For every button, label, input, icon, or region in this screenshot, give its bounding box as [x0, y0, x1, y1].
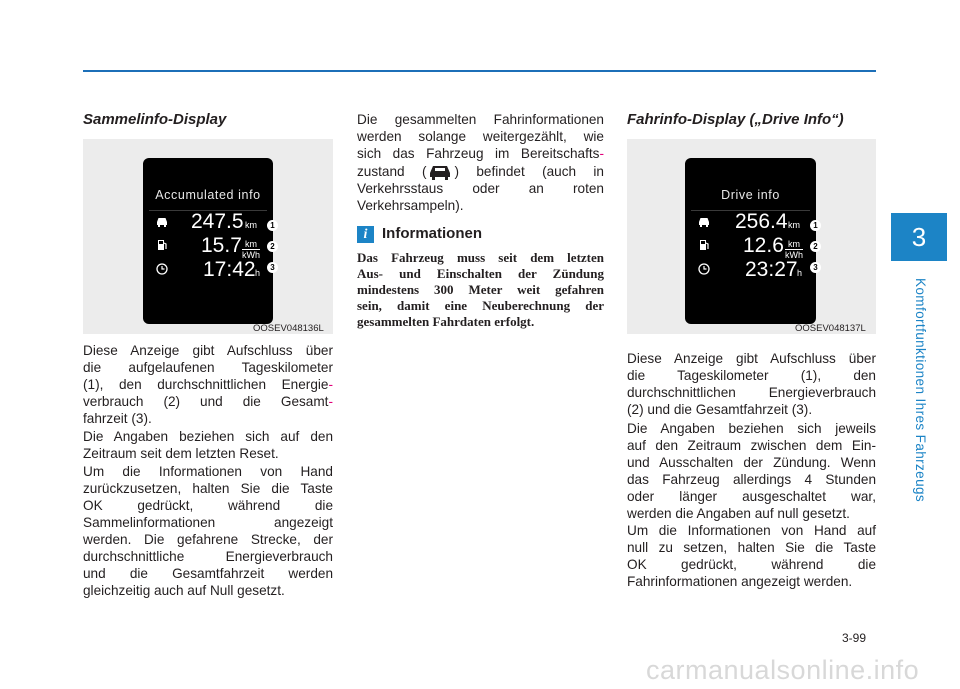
info-heading: Informationen — [382, 225, 482, 242]
page-number: 3-99 — [842, 631, 867, 645]
info-body: Das Fahrzeug muss seit dem letzten Aus- und Einschalten der Zündung mindestens 300 Meter weit gefahren sein, damit eine Neuberechnung der gesammelten Fahrdaten erfolgt. — [357, 250, 604, 329]
section-heading-fahrinfo: Fahrinfo-Display („Drive Info“) — [627, 111, 844, 128]
clock-icon — [697, 262, 711, 276]
consumption-unit: km kWh — [242, 239, 260, 260]
car-icon — [155, 214, 169, 228]
middle-paragraph-1: Die gesammelten Fahrinformationen werden solange weitergezählt, wie sich das Fahrzeug im Bereitschafts- zustand ( ) befindet (auch in Verkehrsstaus oder an roten Verkehrsampeln). — [357, 112, 604, 213]
screen-title: Accumulated info — [155, 188, 261, 202]
consumption-unit: km kWh — [785, 239, 803, 260]
row-distance — [143, 210, 273, 234]
drive-time-value: 23:27 — [745, 258, 798, 281]
callout-badge-3: 3 — [810, 262, 821, 273]
distance-unit: km — [245, 220, 257, 230]
figure-accumulated-info — [83, 139, 333, 334]
row-drive-time — [143, 258, 273, 282]
left-paragraph-3: Um die Informationen von Hand zurückzusetzen, halten Sie die Taste OK gedrückt, während die Sammelinformationen angezeigt werden. Die gefahrene Strecke, der durchschnittliche Energieverbrauch und die Gesamtfahrzeit werden gleichzeitig auch auf Null gesetzt. — [83, 464, 333, 598]
callout-badge-2: 2 — [267, 241, 278, 252]
callout-badge-1: 1 — [267, 220, 278, 231]
car-icon — [697, 214, 711, 228]
figure-caption: OOSEV048137L — [795, 323, 866, 334]
fuel-pump-icon — [155, 238, 169, 252]
callout-badge-3: 3 — [267, 262, 278, 273]
cluster-screen — [143, 158, 273, 324]
ready-car-icon — [426, 162, 454, 180]
chapter-title: Komfortfunktionen Ihres Fahrzeugs — [913, 278, 928, 503]
screen-title: Drive info — [721, 188, 780, 202]
info-icon: i — [357, 226, 374, 243]
left-paragraph-2: Die Angaben beziehen sich auf den Zeitraum seit dem letzten Reset. — [83, 429, 333, 461]
left-paragraph-1: Diese Anzeige gibt Aufschluss über die aufgelaufenen Tageskilometer (1), den durchschnittlichen Energie- verbrauch (2) und die Gesamt- fahrzeit (3). — [83, 343, 333, 426]
header-rule — [83, 70, 876, 72]
distance-value: 256.4 — [735, 210, 788, 233]
row-distance — [685, 210, 816, 234]
consumption-value: 12.6 — [743, 234, 784, 257]
chapter-title-vertical — [890, 278, 950, 503]
row-consumption — [143, 234, 273, 258]
right-paragraph-2: Die Angaben beziehen sich jeweils auf den Zeitraum zwischen dem Ein- und Ausschalten der Zündung. Wenn das Fahrzeug allerdings 4 Stunden oder länger ausgeschaltet war, werden die Angaben auf null gesetzt. — [627, 421, 876, 521]
watermark: carmanualsonline.info — [646, 655, 920, 685]
fuel-pump-icon — [697, 238, 711, 252]
right-paragraph-1: Diese Anzeige gibt Aufschluss über die Tageskilometer (1), den durchschnittlichen Energieverbrauch (2) und die Gesamtfahrzeit (3). — [627, 351, 876, 417]
cluster-screen — [685, 158, 816, 324]
row-consumption — [685, 234, 816, 258]
drive-time-unit: h — [255, 268, 261, 278]
callout-badge-2: 2 — [810, 241, 821, 252]
callout-badge-1: 1 — [810, 220, 821, 231]
chapter-tab — [891, 213, 947, 261]
drive-time-value: 17:42 — [203, 258, 256, 281]
row-drive-time — [685, 258, 816, 282]
distance-unit: km — [788, 220, 800, 230]
clock-icon — [155, 262, 169, 276]
distance-value: 247.5 — [191, 210, 244, 233]
figure-drive-info — [627, 139, 876, 334]
section-heading-sammelinfo: Sammelinfo-Display — [83, 111, 227, 128]
figure-caption: OOSEV048136L — [253, 323, 324, 334]
right-paragraph-3: Um die Informationen von Hand auf null zu setzen, halten Sie die Taste OK gedrückt, während die Fahrinformationen angezeigt werden. — [627, 523, 876, 589]
drive-time-unit: h — [797, 268, 803, 278]
consumption-value: 15.7 — [201, 234, 242, 257]
chapter-number: 3 — [911, 221, 927, 252]
